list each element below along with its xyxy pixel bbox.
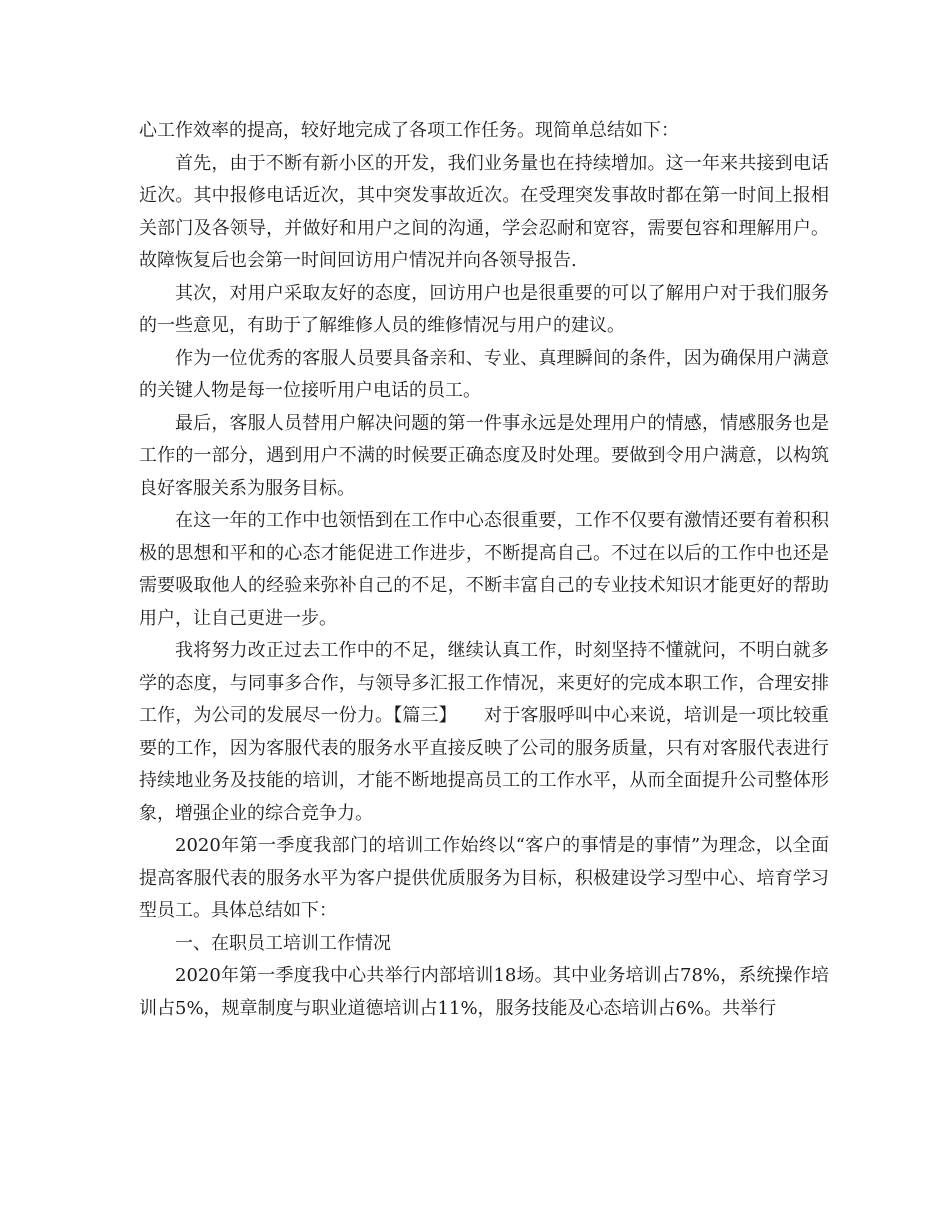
paragraph-2: 首先，由于不断有新小区的开发，我们业务量也在持续增加。这一年来共接到电话近次。其中报修电话近次，其中突发事故近次。在受理突发事故时都在第一时间上报相关部门及各领导，并做好和用户之间的沟通，学会忍耐和宽容，需要包容和理解用户。故障恢复后也会第一时间回访用户情况并向各领导报告. [139,152,829,271]
document-body [139,115,829,1025]
paragraph-9: 2020年第一季度我中心共举行内部培训18场。其中业务培训占78%，系统操作培训占5%，规章制度与职业道德培训占11%，服务技能及心态培训占6%。共举行 [139,965,829,1019]
paragraph-1: 心工作效率的提高，较好地完成了各项工作任务。现简单总结如下： [139,120,679,141]
paragraph-5: 最后，客服人员替用户解决问题的第一件事永远是处理用户的情感，情感服务也是工作的一部分，遇到用户不满的时候要正确态度及时处理。要做到令用户满意，以构筑良好客服关系为服务目标。 [139,412,829,499]
paragraph-3: 其次，对用户采取友好的态度，回访用户也是很重要的可以了解用户对于我们服务的一些意见，有助于了解维修人员的维修情况与用户的建议。 [139,282,829,336]
paragraph-4: 作为一位优秀的客服人员要具备亲和、专业、真理瞬间的条件，因为确保用户满意的关键人物是每一位接听用户电话的员工。 [139,347,829,401]
section-heading: 一、在职员工培训工作情况 [175,932,391,954]
paragraph-7: 我将努力改正过去工作中的不足，继续认真工作，时刻坚持不懂就问，不明白就多学的态度，与同事多合作，与领导多汇报工作情况，来更好的完成本职工作，合理安排工作，为公司的发展尽一份力。【篇三】 对于客服呼叫中心来说，培训是一项比较重要的工作，因为客服代表的服务水平直接反映了公司的服务质量，只有对客服代表进行持续地业务及技能的培训，才能不断地提高员工的工作水平，从而全面提升公司整体形象，增强企业的综合竞争力。 [139,640,829,824]
paragraph-8: 2020年第一季度我部门的培训工作始终以“客户的事情是的事情”为理念，以全面提高客服代表的服务水平为客户提供优质服务为目标，积极建设学习型中心、培育学习型员工。具体总结如下： [139,835,829,921]
paragraph-6: 在这一年的工作中也领悟到在工作中心态很重要，工作不仅要有激情还要有着积积极的思想和平和的心态才能促进工作进步，不断提高自己。不过在以后的工作中也还是需要吸取他人的经验来弥补自己的不足，不断丰富自己的专业技术知识才能更好的帮助用户，让自己更进一步。 [139,510,829,629]
